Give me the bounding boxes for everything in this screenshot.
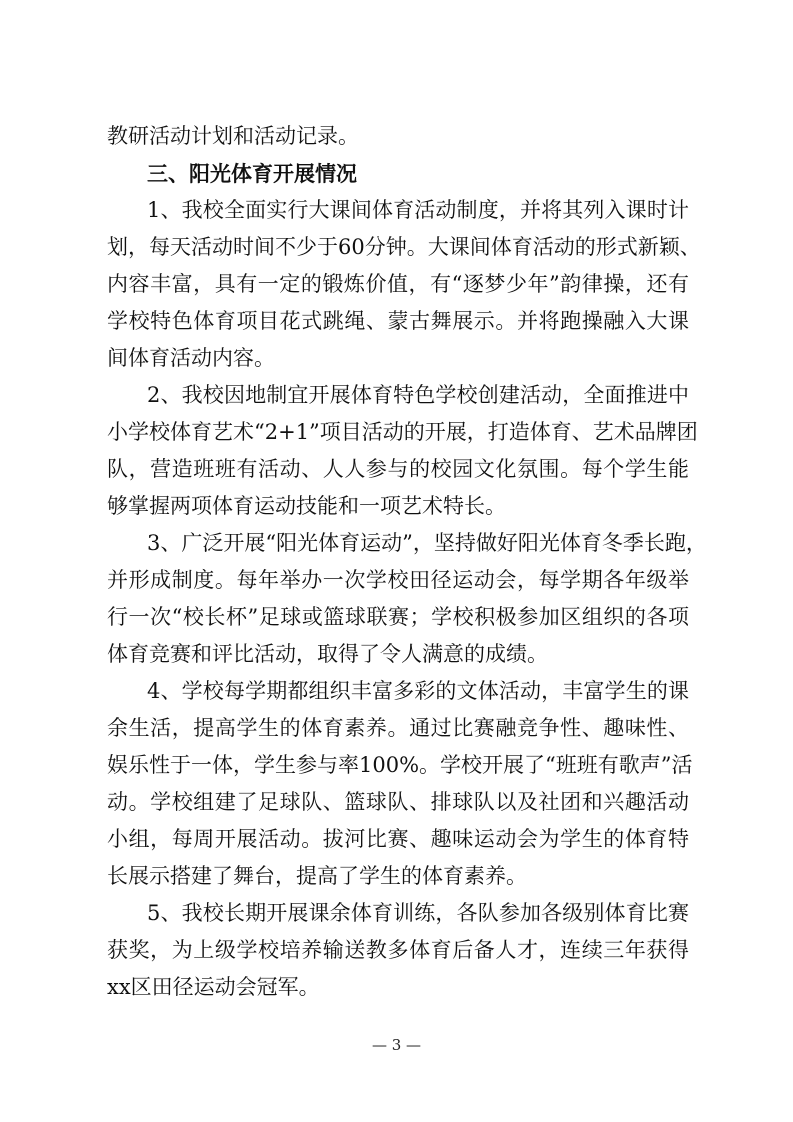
paragraph (107, 525, 707, 673)
section-heading (107, 155, 689, 192)
text-line: 学校特色体育项目花式跳绳、蒙古舞展示。并将跑操融入大课 (107, 309, 689, 333)
text-line: 够掌握两项体育运动技能和一项艺术特长。 (107, 494, 506, 518)
text-line: 内容丰富，具有一定的锻炼价值，有“逐梦少年”韵律操，还有 (107, 272, 689, 296)
text-line: 娱乐性于一体，学生参与率100%。学校开展了“班班有歌声”活 (107, 753, 693, 777)
paragraph (107, 673, 693, 895)
text-line: 队，营造班班有活动、人人参与的校园文化氛围。每个学生能 (107, 457, 689, 481)
text-line: 动。学校组建了足球队、篮球队、排球队以及社团和兴趣活动 (107, 790, 689, 814)
text-line: 4、学校每学期都组织丰富多彩的文体活动，丰富学生的课 (147, 679, 689, 703)
paragraph (107, 118, 689, 155)
text-line: 三、阳光体育开展情况 (147, 161, 357, 186)
text-line: 教研活动计划和活动记录。 (107, 124, 359, 148)
text-line: xx区田径运动会冠军。 (107, 975, 320, 999)
text-line: 小学校体育艺术“2+1”项目活动的开展，打造体育、艺术品牌团 (107, 420, 698, 444)
paragraph (107, 192, 701, 377)
text-line: 并形成制度。每年举办一次学校田径运动会，每学期各年级举 (107, 568, 689, 592)
paragraph (107, 377, 698, 525)
text-line: 1、我校全面实行大课间体育活动制度，并将其列入课时计 (147, 198, 689, 222)
text-line: 小组，每周开展活动。拔河比赛、趣味运动会为学生的体育特 (107, 827, 689, 851)
text-line: 5、我校长期开展课余体育训练，各队参加各级别体育比赛 (147, 901, 689, 925)
paragraph (107, 895, 689, 1006)
text-line: 余生活，提高学生的体育素养。通过比赛融竞争性、趣味性、 (107, 716, 689, 740)
text-line: 划，每天活动时间不少于60分钟。大课间体育活动的形式新颖、 (107, 235, 701, 259)
text-line: 间体育活动内容。 (107, 346, 275, 370)
text-line: 获奖，为上级学校培养输送教多体育后备人才，连续三年获得 (107, 938, 689, 962)
document-body (107, 118, 707, 1006)
text-line: 体育竞赛和评比活动，取得了令人满意的成绩。 (107, 642, 548, 666)
text-line: 长展示搭建了舞台，提高了学生的体育素养。 (107, 864, 527, 888)
text-line: 2、我校因地制宜开展体育特色学校创建活动，全面推进中 (147, 383, 689, 407)
text-line: 行一次“校长杯”足球或篮球联赛；学校积极参加区组织的各项 (107, 605, 689, 629)
page-number: — 3 — (371, 1036, 422, 1054)
text-line: 3、广泛开展“阳光体育运动”，坚持做好阳光体育冬季长跑， (147, 531, 707, 555)
